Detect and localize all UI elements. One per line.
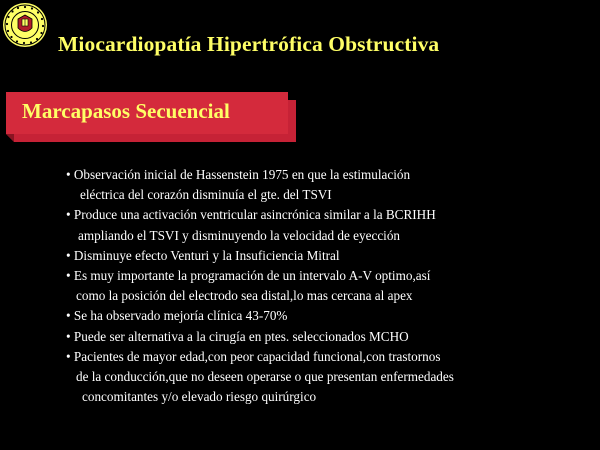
bullet-text: • Observación inicial de Hassenstein 1975 en que la estimulación [66,167,411,182]
bullet-text: • Es muy importante la programación de un intervalo A-V optimo,así [66,268,431,284]
bullet-item [66,266,596,306]
bullet-text: • Produce una activación ventricular asincrónica similar a la BCRIHH [66,207,436,223]
bullet-text: • Se ha observado mejoría clínica 43-70% [66,308,288,324]
bullet-item [66,306,596,326]
bullet-continuation: eléctrica del corazón disminuía el gte. del TSVI [80,187,332,203]
bullet-continuation: concomitantes y/o elevado riesgo quirúrgico [82,389,317,405]
bullet-continuation: de la conducción,que no deseen operarse o que presentan enfermedades [76,369,454,385]
bullet-text: • Puede ser alternativa a la cirugía en ptes. seleccionados MCHO [66,328,409,344]
bullet-continuation: como la posición del electrodo sea distal,lo mas cercana al apex [76,288,413,304]
university-seal-icon [2,2,48,48]
bullet-item [66,347,596,408]
bullet-text: • Pacientes de mayor edad,con peor capacidad funcional,con trastornos [66,348,441,364]
bullet-text: • Disminuye efecto Venturi y la Insuficiencia Mitral [66,247,340,263]
bullet-item [66,246,596,266]
section-label: Marcapasos Secuencial [22,99,230,123]
slide-title: Miocardiopatía Hipertrófica Obstructiva [58,32,440,56]
bullet-item [66,205,596,245]
bullet-list [66,165,596,407]
bullet-continuation: ampliando el TSVI y disminuyendo la velocidad de eyección [78,227,401,243]
bullet-item [66,165,596,205]
section-banner [6,92,296,142]
bullet-item [66,327,596,347]
